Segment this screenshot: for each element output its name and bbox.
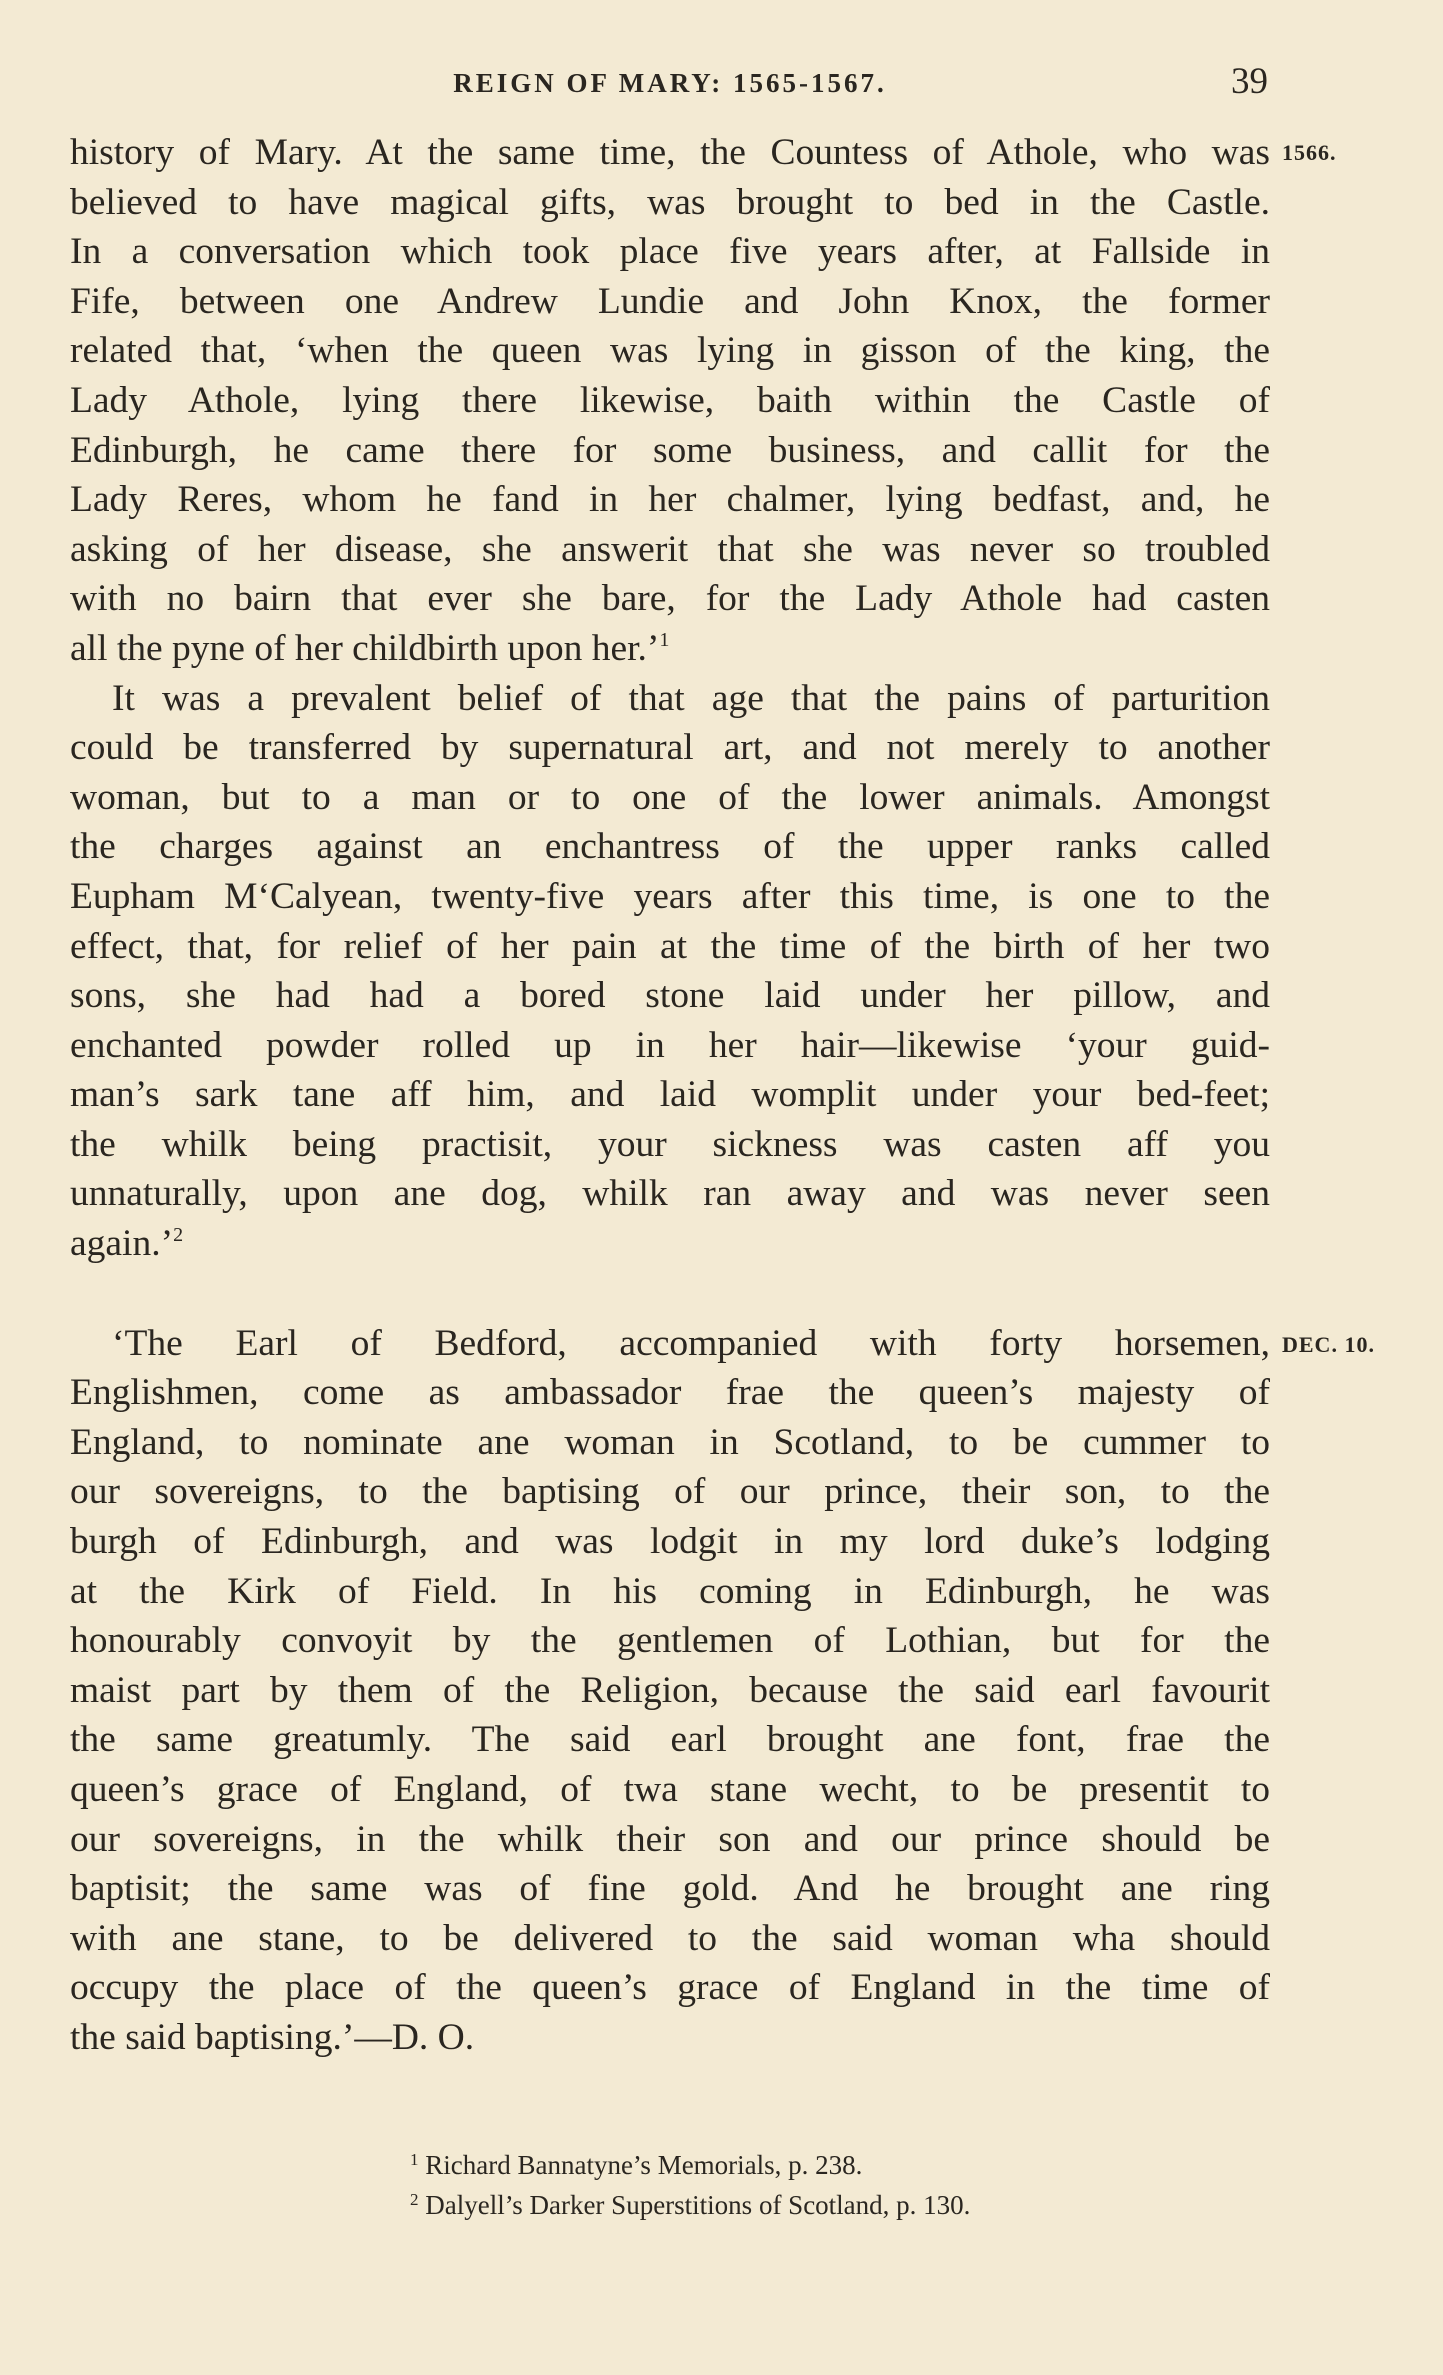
text-line: It was a prevalent belief of that age that the pains of parturition <box>112 677 1270 719</box>
text-line: ‘The Earl of Bedford, accompanied with forty horsemen, <box>112 1322 1270 1364</box>
text-line: Fife, between one Andrew Lundie and John Knox, the former <box>70 280 1270 322</box>
footnote-text: Dalyell’s Darker Superstitions of Scotland, p. 130. <box>425 2190 971 2220</box>
text-line: baptisit; the same was of fine gold. And he brought ane ring <box>70 1868 1270 1910</box>
text-line <box>70 624 1270 674</box>
page-number: 39 <box>1231 61 1268 102</box>
text-line: In a conversation which took place five years after, at Fallside in <box>70 231 1270 273</box>
text-line: the same greatumly. The said earl brought ane font, frae the <box>70 1719 1270 1761</box>
text-line: burgh of Edinburgh, and was lodgit in my lord duke’s lodging <box>70 1521 1270 1563</box>
margin-note-date: DEC. 10. <box>1282 1332 1375 1357</box>
text-line: queen’s grace of England, of twa stane wecht, to be presentit to <box>70 1769 1270 1810</box>
running-title: REIGN OF MARY: 1565-1567. <box>453 68 887 98</box>
text-line: our sovereigns, to the baptising of our prince, their son, to the <box>70 1471 1270 1513</box>
footnote-text: Richard Bannatyne’s Memorials, p. 238. <box>425 2150 863 2180</box>
text-line: the said baptising.’—D. O. <box>70 2016 475 2058</box>
text-line: the charges against an enchantress of the upper ranks called <box>70 826 1270 868</box>
paragraph-1 <box>70 128 1270 674</box>
margin-note-year: 1566. <box>1282 140 1337 165</box>
text-line: man’s sark tane aff him, and laid womplit under your bed-feet; <box>70 1074 1270 1116</box>
text-line: occupy the place of the queen’s grace of England in the time of <box>70 1967 1270 2009</box>
line-text: again.’ <box>70 1223 174 1265</box>
footnote-mark: 1 <box>410 2150 419 2169</box>
text-line: Lady Athole, lying there likewise, baith within the Castle of <box>70 379 1270 421</box>
text-line: unnaturally, upon ane dog, whilk ran away and was never seen <box>70 1173 1270 1215</box>
footnote-2 <box>70 2185 1270 2225</box>
text-line: maist part by them of the Religion, because the said earl favourit <box>70 1669 1270 1711</box>
text-line: with no bairn that ever she bare, for the Lady Athole had casten <box>70 578 1270 620</box>
text-line: England, to nominate ane woman in Scotland, to be cummer to <box>70 1421 1270 1463</box>
text-line: Edinburgh, he came there for some business, and callit for the <box>70 429 1270 471</box>
footnotes <box>70 2145 1270 2225</box>
footnote-1 <box>70 2145 1270 2185</box>
footnote-mark: 2 <box>410 2190 419 2209</box>
text-line: effect, that, for relief of her pain at the time of the birth of her two <box>70 925 1270 967</box>
text-line: our sovereigns, in the whilk their son and our prince should be <box>70 1818 1270 1860</box>
text-line: related that, ‘when the queen was lying in gisson of the king, the <box>70 330 1270 372</box>
text-line: Lady Reres, whom he fand in her chalmer, lying bedfast, and, he <box>70 479 1270 521</box>
running-head <box>70 58 1270 108</box>
footnote-ref: 1 <box>659 628 670 651</box>
text-line: woman, but to a man or to one of the lower animals. Amongst <box>70 776 1270 818</box>
text-line: with ane stane, to be delivered to the said woman wha should <box>70 1917 1270 1959</box>
text-line: Englishmen, come as ambassador frae the queen’s majesty of <box>70 1372 1270 1414</box>
line-text: all the pyne of her childbirth upon her.’ <box>70 627 660 669</box>
text-line: enchanted powder rolled up in her hair—likewise ‘your guid- <box>70 1024 1270 1066</box>
text-line: asking of her disease, she answerit that she was never so troubled <box>70 528 1270 570</box>
paragraph-2 <box>70 674 1270 1269</box>
text-line: at the Kirk of Field. In his coming in Edinburgh, he was <box>70 1570 1270 1612</box>
footnote-ref: 2 <box>173 1224 184 1247</box>
text-line: sons, she had had a bored stone laid under her pillow, and <box>70 975 1270 1017</box>
body-text <box>70 128 1270 2063</box>
text-line: Eupham M‘Calyean, twenty-five years after this time, is one to the <box>70 875 1270 917</box>
section-gap <box>70 1269 1270 1319</box>
text-line: history of Mary. At the same time, the Countess of Athole, who was <box>70 132 1270 173</box>
text-line <box>70 1219 1270 1269</box>
text-line: could be transferred by supernatural art, and not merely to another <box>70 727 1270 769</box>
paragraph-3 <box>70 1319 1270 2063</box>
text-line: believed to have magical gifts, was brought to bed in the Castle. <box>70 181 1270 223</box>
text-line: honourably convoyit by the gentlemen of Lothian, but for the <box>70 1620 1270 1662</box>
text-line: the whilk being practisit, your sickness was casten aff you <box>70 1123 1270 1165</box>
